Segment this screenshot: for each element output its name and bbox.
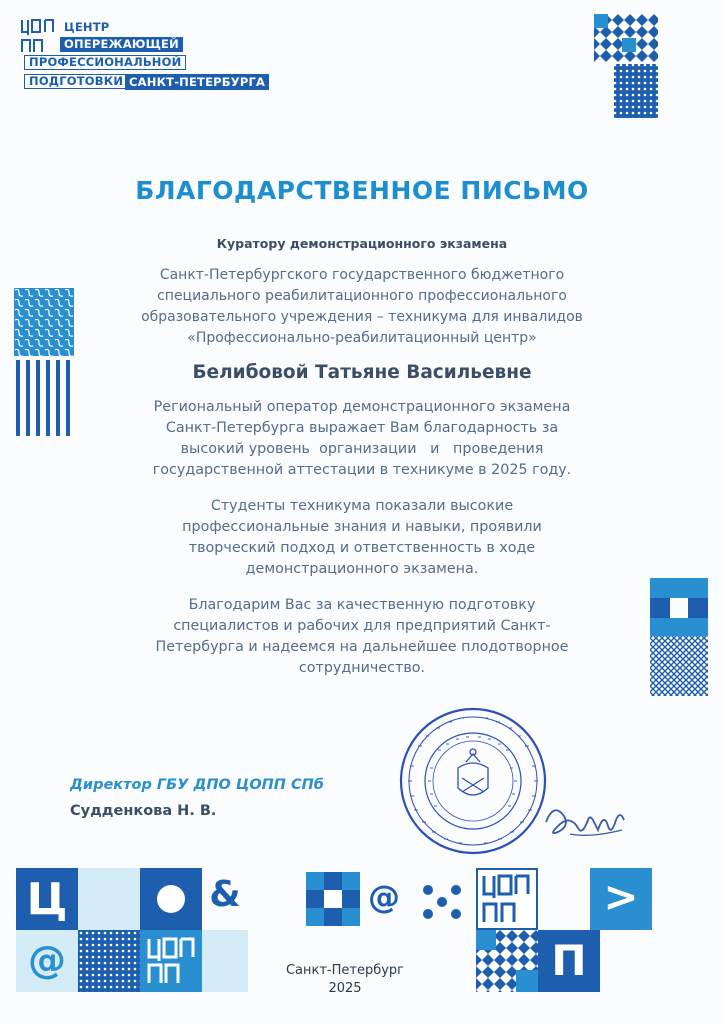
decor-checker-block xyxy=(306,872,360,926)
organization-block xyxy=(80,265,644,349)
decor-at-text: @ xyxy=(28,938,66,982)
paragraph-line: сотрудничество. xyxy=(298,660,426,676)
top-right-pattern xyxy=(594,14,658,118)
paragraph-line: высокий уровень организации и проведения xyxy=(180,441,544,457)
organization-line: Санкт-Петербургского государственного бюджетного xyxy=(159,267,565,283)
paragraph-line: Петербурга и надеемся на дальнейшее плодотворное xyxy=(155,639,569,655)
logo-line-2: ОПЕРЕЖАЮЩЕЙ xyxy=(60,37,183,52)
document-title: БЛАГОДАРСТВЕННОЕ ПИСЬМО xyxy=(135,176,589,205)
paragraph-3 xyxy=(80,595,644,679)
decor-ampersand-text: & xyxy=(209,874,241,915)
decor-zigzag-block xyxy=(476,930,538,992)
logo-line-1: ЦЕНТР xyxy=(64,20,110,34)
paragraph-line: Региональный оператор демонстрационного экзамена xyxy=(153,399,571,415)
decor-chevron-text: > xyxy=(603,872,639,921)
footer-city-year xyxy=(270,962,420,998)
paragraph-line: специалистов и рабочих для предприятий Санкт- xyxy=(173,618,551,634)
paragraph-line: профессиональные знания и навыки, проявили xyxy=(182,519,542,535)
addressee: Куратору демонстрационного экзамена xyxy=(216,236,508,251)
paragraph-line: Благодарим Вас за качественную подготовку xyxy=(188,597,536,613)
decor-letter-p: П xyxy=(551,936,587,985)
logo xyxy=(20,18,280,94)
official-seal-icon xyxy=(398,706,548,856)
decor-copp-icon xyxy=(146,936,196,986)
decor-dots-block xyxy=(78,930,140,992)
recipient-name: Белибовой Татьяне Васильевне xyxy=(192,362,532,383)
paragraph-line: творческий подход и ответственность в ходе xyxy=(188,540,536,556)
decor-letter-ts: Ц xyxy=(26,874,68,925)
decor-copp-icon-2 xyxy=(476,868,538,930)
paragraph-line: государственной аттестации в техникуме в 2025 году. xyxy=(152,462,572,478)
decor-block-copp-2 xyxy=(476,868,538,930)
paragraph-2 xyxy=(80,496,644,580)
footer-year: 2025 xyxy=(328,981,362,996)
organization-line: образовательного учреждения – техникума для инвалидов xyxy=(141,309,583,325)
decor-at-text-2: @ xyxy=(368,878,400,916)
signatory-name: Судденкова Н. В. xyxy=(70,803,217,819)
left-pattern xyxy=(14,288,74,436)
organization-line: «Профессионально-реабилитационный центр» xyxy=(187,330,537,346)
handwritten-signature-icon xyxy=(540,790,640,850)
decor-block-empty xyxy=(202,930,248,992)
organization-line: специального реабилитационного профессионального xyxy=(157,288,567,304)
signatory-position: Директор ГБУ ДПО ЦОПП СПб xyxy=(70,777,324,793)
logo-line-4b: САНКТ-ПЕТЕРБУРГА xyxy=(125,74,269,90)
logo-line-3: ПРОФЕССИОНАЛЬНОЙ xyxy=(24,55,186,70)
decor-block-copp xyxy=(140,930,202,992)
decor-dots-cluster xyxy=(420,882,464,922)
logo-line-4a: ПОДГОТОВКИ xyxy=(24,74,128,89)
paragraph-line: Студенты техникума показали высокие xyxy=(210,498,514,514)
paragraph-line: Санкт-Петербурга выражает Вам благодарность за xyxy=(165,420,559,436)
decor-block-ts xyxy=(16,868,78,930)
footer-city: Санкт-Петербург xyxy=(285,963,405,978)
decor-block-chevron xyxy=(590,868,652,930)
decor-block-plain xyxy=(78,868,140,930)
logo-mark-icon xyxy=(20,18,58,54)
paragraph-1 xyxy=(80,397,644,481)
right-pattern xyxy=(650,578,708,696)
decor-ampersand xyxy=(202,868,248,930)
decor-block-circle xyxy=(140,868,202,930)
decor-block-at xyxy=(16,930,78,992)
decor-block-p xyxy=(538,930,600,992)
paragraph-line: демонстрационного экзамена. xyxy=(245,561,479,577)
